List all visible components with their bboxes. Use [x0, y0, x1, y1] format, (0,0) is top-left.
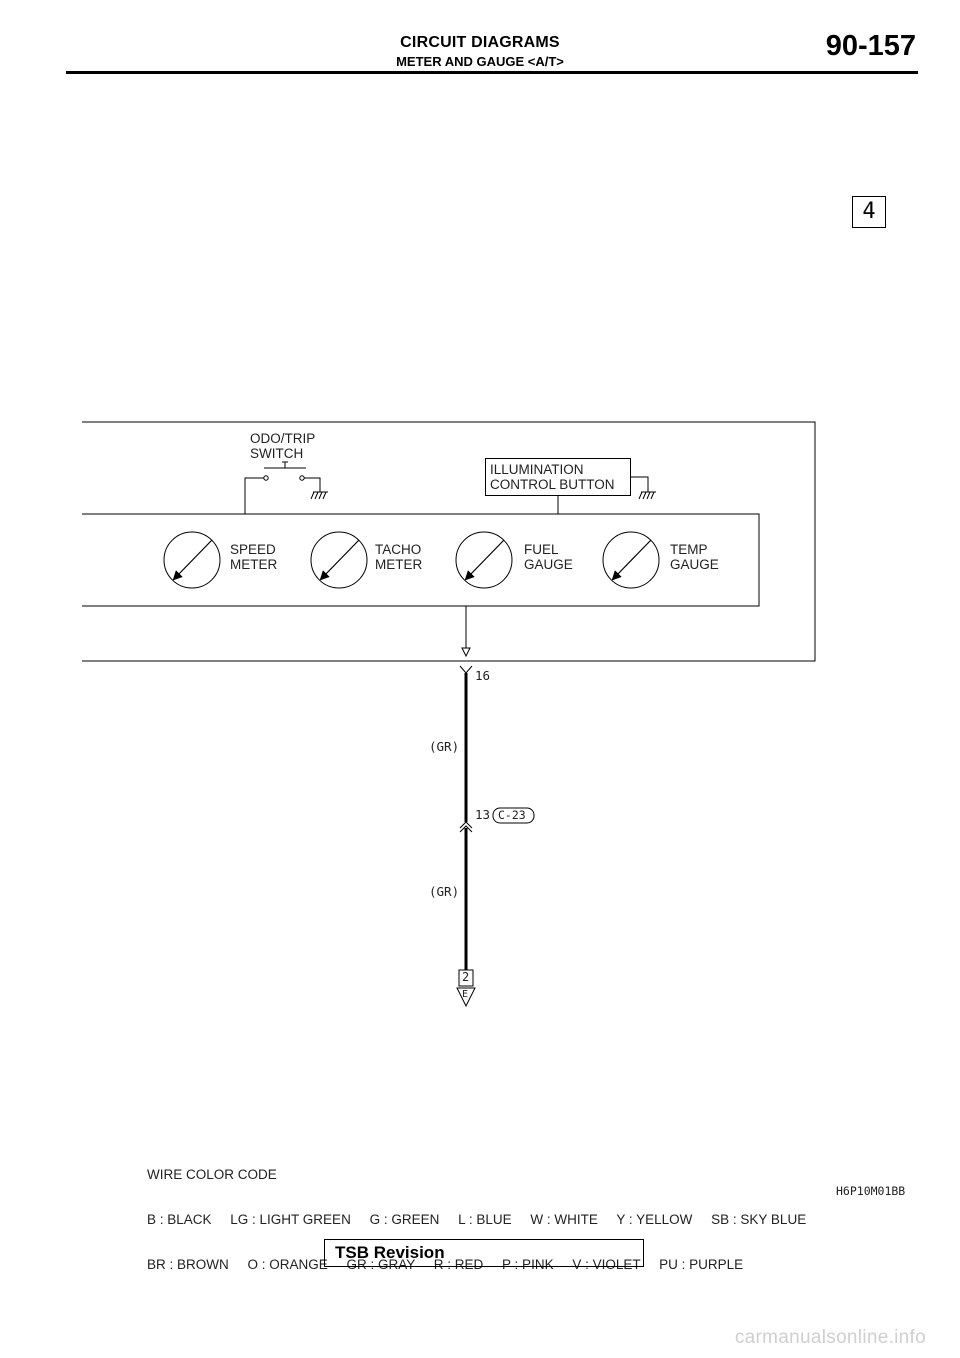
- continuation-letter: E: [462, 989, 469, 1000]
- illumination-label-1: ILLUMINATION: [490, 462, 584, 477]
- wire-color-upper: (GR): [429, 739, 460, 754]
- speed-meter-needle: [176, 540, 212, 577]
- illumination-label-2: CONTROL BUTTON: [490, 477, 615, 492]
- terminal-arrow: [462, 648, 470, 656]
- legend-line-2: BR : BROWN O : ORANGE GR : GRAY R : RED P : PINK V : VIOLET PU : PURPLE: [147, 1257, 744, 1272]
- tacho-meter-needle: [323, 540, 359, 577]
- connector-id: C-23: [498, 808, 526, 822]
- tsb-revision-box: TSB Revision: [324, 1239, 644, 1267]
- wire-color-lower: (GR): [429, 884, 460, 899]
- temp-gauge-label-2: GAUGE: [670, 557, 719, 572]
- temp-gauge-label-1: TEMP: [670, 542, 708, 557]
- connector-terminal-13: 13: [475, 807, 491, 822]
- temp-gauge-needle: [615, 540, 651, 577]
- tacho-meter-label-1: TACHO: [375, 542, 422, 557]
- page-title: CIRCUIT DIAGRAMS: [400, 34, 560, 51]
- figure-id: H6P10M01BB: [836, 1184, 906, 1198]
- speed-meter-label-2: METER: [230, 557, 278, 572]
- fuel-gauge-label-2: GAUGE: [524, 557, 573, 572]
- tacho-meter-label-2: METER: [375, 557, 423, 572]
- terminal-16-label: 16: [475, 668, 491, 683]
- fuel-gauge-label-1: FUEL: [524, 542, 559, 557]
- ground-symbol-illumination: [639, 492, 656, 499]
- continuation-ref: 2: [462, 970, 470, 984]
- page-number: 90-157: [825, 30, 916, 62]
- sheet-marker: 4: [852, 196, 886, 228]
- fuel-gauge-needle: [468, 540, 504, 577]
- legend-title: WIRE COLOR CODE: [147, 1167, 277, 1182]
- odo-trip-switch-label-2: SWITCH: [250, 446, 304, 461]
- watermark: carmanualsonline.info: [734, 1327, 926, 1348]
- connector-c23-upper: [460, 822, 472, 828]
- ground-symbol-odo: [311, 492, 328, 499]
- speed-meter-label-1: SPEED: [230, 542, 276, 557]
- odo-trip-switch-label-1: ODO/TRIP: [250, 431, 316, 446]
- page-subtitle: METER AND GAUGE <A/T>: [396, 54, 564, 69]
- terminal-16-connector: [460, 666, 472, 673]
- legend-line-1: B : BLACK LG : LIGHT GREEN G : GREEN L : BLUE W : WHITE Y : YELLOW SB : SKY BLUE: [147, 1212, 807, 1227]
- odo-trip-switch-symbol: [245, 462, 320, 514]
